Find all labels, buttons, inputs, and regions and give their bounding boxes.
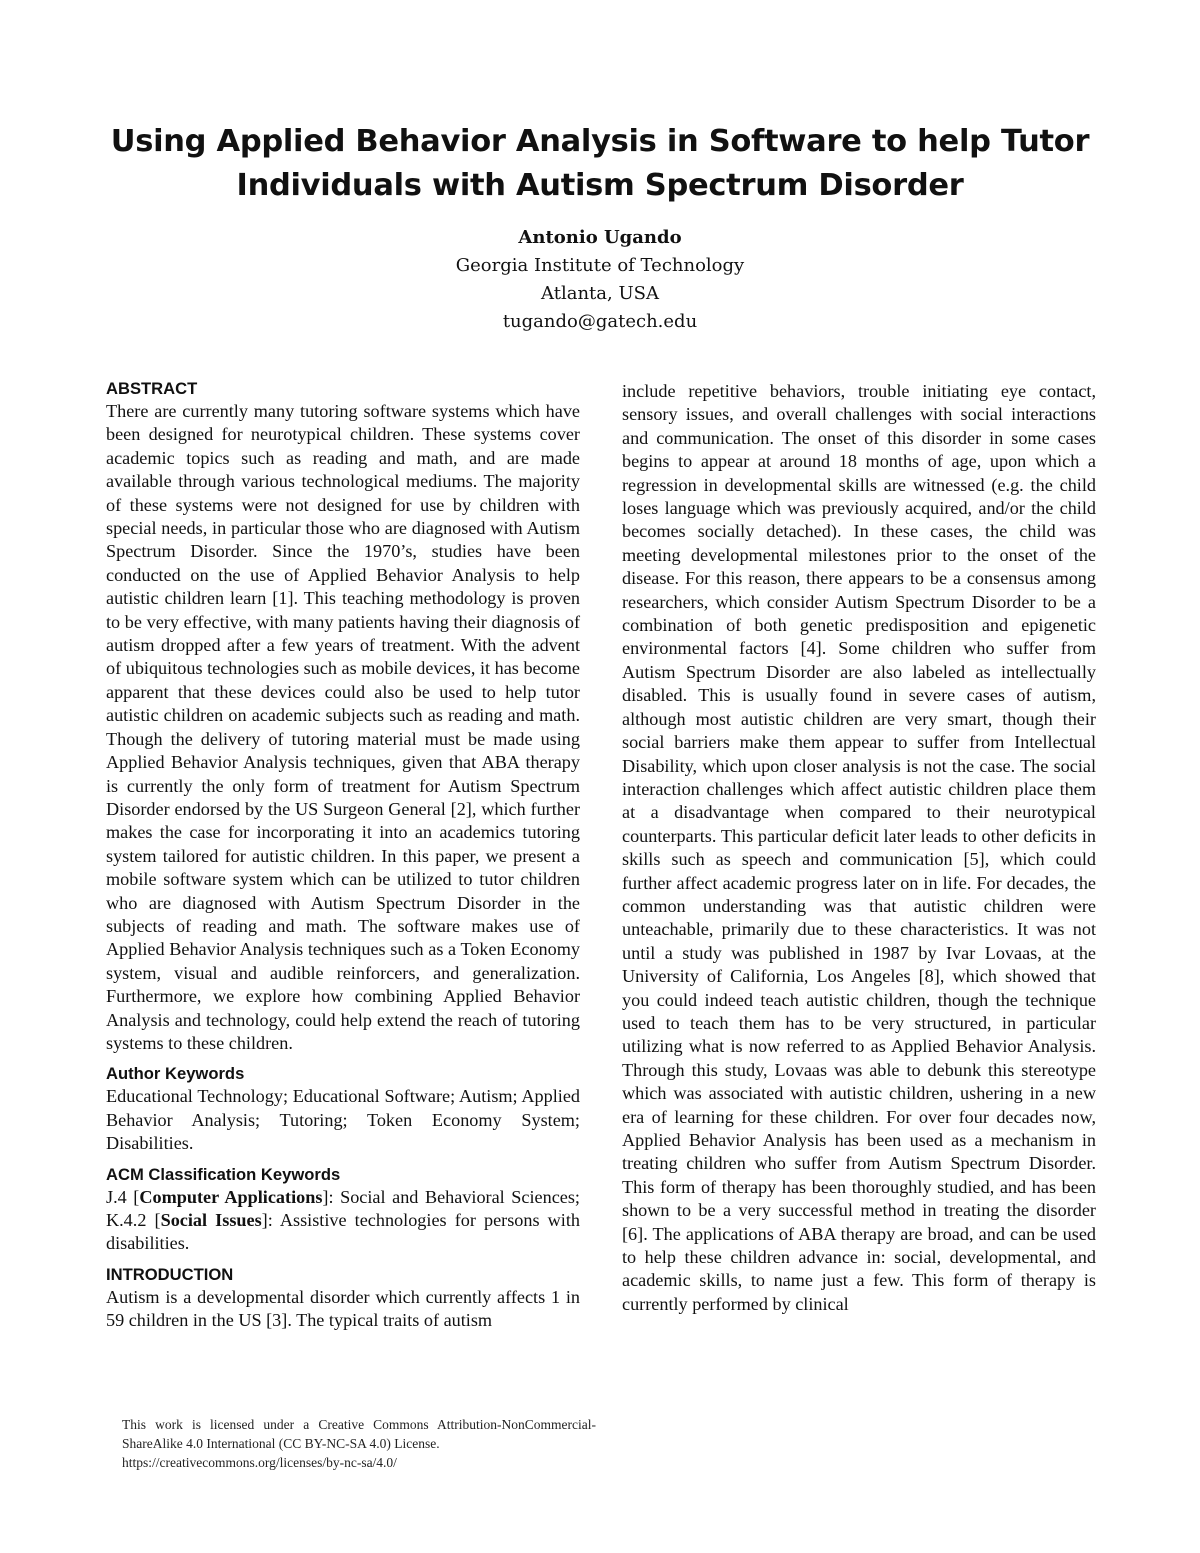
introduction-text-left: Autism is a developmental disorder which currently affects 1 in 59 children in the US [3]. The typical traits of autism [106,1286,580,1331]
paper-title-line-1: Using Applied Behavior Analysis in Software to help Tutor [110,124,1090,159]
left-column [106,378,580,1333]
paper-title-line-2: Individuals with Autism Spectrum Disorder [236,168,964,203]
introduction-text-right: include repetitive behaviors, trouble initiating eye contact, sensory issues, and overall challenges with social interactions and communication. The onset of this disorder in some cases begins to appear at around 18 months of age, upon which a regression in developmental skills are witnessed (e.g. the child loses language which was previously acquired, and/or the child becomes socially detached). In these cases, the child was meeting developmental milestones prior to the onset of the disease. For this reason, there appears to be a consensus among researchers, which consider Autism Spectrum Disorder to be a combination of both genetic predisposition and epigenetic environmental factors [4]. Some children who suffer from Autism Spectrum Disorder are also labeled as intellectually disabled. This is usually found in severe cases of autism, although most autistic children are very smart, though their social barriers make them appear to suffer from Intellectual Disability, which upon closer analysis is not the case. The social interaction challenges which affect autistic children place them at a disadvantage when compared to their neurotypical counterparts. This particular deficit later leads to other deficits in skills such as speech and communication [5], which could further affect academic progress later on in life. For decades, the common understanding was that autistic children were unteachable, primarily due to these characteristics. It was not until a study was published in 1987 by Ivar Lovaas, at the University of California, Los Angeles [8], which showed that you could indeed teach autistic children, though the technique used to teach them has to be very structured, in particular utilizing what is now referred to as Applied Behavior Analysis. Through this study, Lovaas was able to debunk this stereotype which was associated with autistic children, ushering in a new era of learning for these children. For over four decades now, Applied Behavior Analysis has been used as a mechanism in treating children who suffer from Autism Spectrum Disorder. This form of therapy has been thoroughly studied, and has been shown to be a very successful method in treating the disorder [6]. The applications of ABA therapy are broad, and can be used to help these children advance in: social, developmental, and academic skills, to name just a few. This form of therapy is currently performed by clinical [622,381,1096,1314]
author-block [300,224,900,336]
license-footer [122,1415,596,1472]
acm-part-1: J.4 [ [106,1186,140,1207]
abstract-text: There are currently many tutoring software systems which have been designed for neurotypical children. These systems cover academic topics such as reading and math, and are made available through various technological mediums. The majority of these systems were not designed for use by children with special needs, in particular those who are diagnosed with Autism Spectrum Disorder. Since the 1970’s, studies have been conducted on the use of Applied Behavior Analysis to help autistic children learn [1]. This teaching methodology is proven to be very effective, with many patients having their diagnosis of autism dropped after a few years of treatment. With the advent of ubiquitous technologies such as mobile devices, it has become apparent that these devices could also be used to help tutor autistic children on academic subjects such as reading and math. Though the delivery of tutoring material must be made using Applied Behavior Analysis techniques, given that ABA therapy is currently the only form of treatment for Autism Spectrum Disorder endorsed by the US Surgeon General [2], which further makes the case for incorporating it into an academics tutoring system tailored for autistic children. In this paper, we present a mobile software system which can be utilized to tutor children who are diagnosed with Autism Spectrum Disorder in the subjects of reading and math. The software makes use of Applied Behavior Analysis techniques such as a Token Economy system, visual and audible reinforcers, and generalization. Furthermore, we explore how combining Applied Behavior Analysis and technology, could help extend the reach of tutoring systems to these children. [106,401,580,1053]
author-keywords-text: Educational Technology; Educational Software; Autism; Applied Behavior Analysis; Tutoring; Token Economy System; Disabilities. [106,1086,580,1154]
acm-keywords-heading: ACM Classification Keywords [106,1164,341,1184]
acm-bold-2: Social Issues [160,1210,262,1230]
author-keywords-heading: Author Keywords [106,1064,245,1084]
paper-title [60,120,1140,208]
introduction-heading: INTRODUCTION [106,1264,234,1284]
license-url[interactable]: https://creativecommons.org/licenses/by-nc-sa/4.0/ [122,1455,397,1470]
license-text: This work is licensed under a Creative Commons Attribution-NonCommercial-ShareAlike 4.0 International (CC BY-NC-SA 4.0) License. [122,1417,596,1451]
acm-keywords-text [106,1186,580,1256]
acm-part-2: ]: Social and Behavioral Sciences; K.4.2 [ [106,1186,580,1230]
author-name: Antonio Ugando [518,227,682,248]
right-column [622,380,1096,1316]
acm-bold-1: Computer Applications [139,1186,323,1207]
acm-part-3: ]: Assistive technologies for persons with disabilities. [106,1210,580,1254]
author-affiliation: Georgia Institute of Technology [455,255,745,276]
author-email[interactable]: tugando@gatech.edu [502,311,698,332]
author-location: Atlanta, USA [541,283,659,304]
abstract-heading: ABSTRACT [106,379,198,398]
